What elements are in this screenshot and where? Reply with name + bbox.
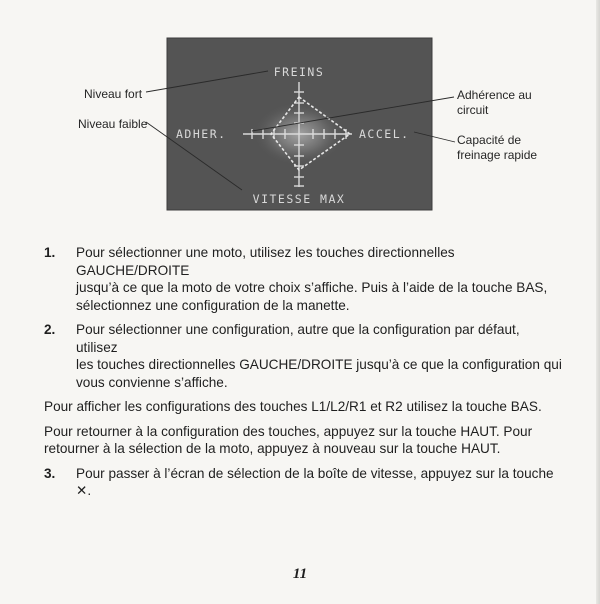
- step-line: Pour passer à l’écran de sélection de la boîte de vitesse, appuyez sur la touche ✕.: [76, 465, 554, 498]
- callout-braking-line2: freinage rapide: [457, 148, 538, 162]
- callout-strong-level: Niveau fort: [84, 87, 143, 101]
- step-number: 3.: [44, 465, 56, 481]
- label-brakes: FREINS: [273, 65, 325, 79]
- label-top-speed: VITESSE MAX: [252, 192, 346, 206]
- step-1: [44, 244, 564, 314]
- step-line: vous convienne s’affiche.: [76, 374, 228, 390]
- page-number: 11: [292, 566, 308, 582]
- instructions: [44, 244, 564, 500]
- step-2: [44, 321, 564, 391]
- step-number: 1.: [44, 245, 56, 260]
- callout-track-grip: [457, 88, 532, 118]
- step-line: les touches directionnelles GAUCHE/DROITE jusqu’à ce que la configuration qui: [76, 357, 562, 372]
- callout-braking: [457, 133, 537, 163]
- step-line: jusqu’à ce que la moto de votre choix s’affiche. Puis à l’aide de la touche BAS,: [76, 280, 548, 295]
- paragraph-line: retourner à la sélection de la moto, appuyez à nouveau sur la touche HAUT.: [44, 441, 501, 456]
- paragraph-line: Pour retourner à la configuration des touches, appuyez sur la touche HAUT. Pour: [44, 423, 533, 439]
- callout-weak-level: Niveau faible: [78, 117, 148, 131]
- bike-stats-figure: [0, 0, 600, 230]
- step-line: Pour sélectionner une configuration, autre que la configuration par défaut, utilisez: [76, 322, 520, 355]
- callout-track-grip-line1: Adhérence au: [457, 88, 532, 102]
- step-3: [44, 465, 564, 500]
- paragraph-return: [44, 423, 564, 458]
- paragraph-line: Pour afficher les configurations des touches L1/L2/R1 et R2 utilisez la touche BAS.: [44, 399, 542, 414]
- label-grip: ADHER.: [176, 127, 227, 141]
- step-number: 2.: [44, 322, 56, 337]
- step-line: sélectionnez une configuration de la manette.: [76, 297, 350, 313]
- callout-track-grip-line2: circuit: [457, 103, 489, 117]
- step-line: Pour sélectionner une moto, utilisez les touches directionnelles GAUCHE/DROITE: [76, 245, 455, 278]
- paragraph-button-configs: [44, 398, 564, 416]
- callout-braking-line1: Capacité de: [457, 133, 522, 147]
- label-accel: ACCEL.: [359, 127, 410, 141]
